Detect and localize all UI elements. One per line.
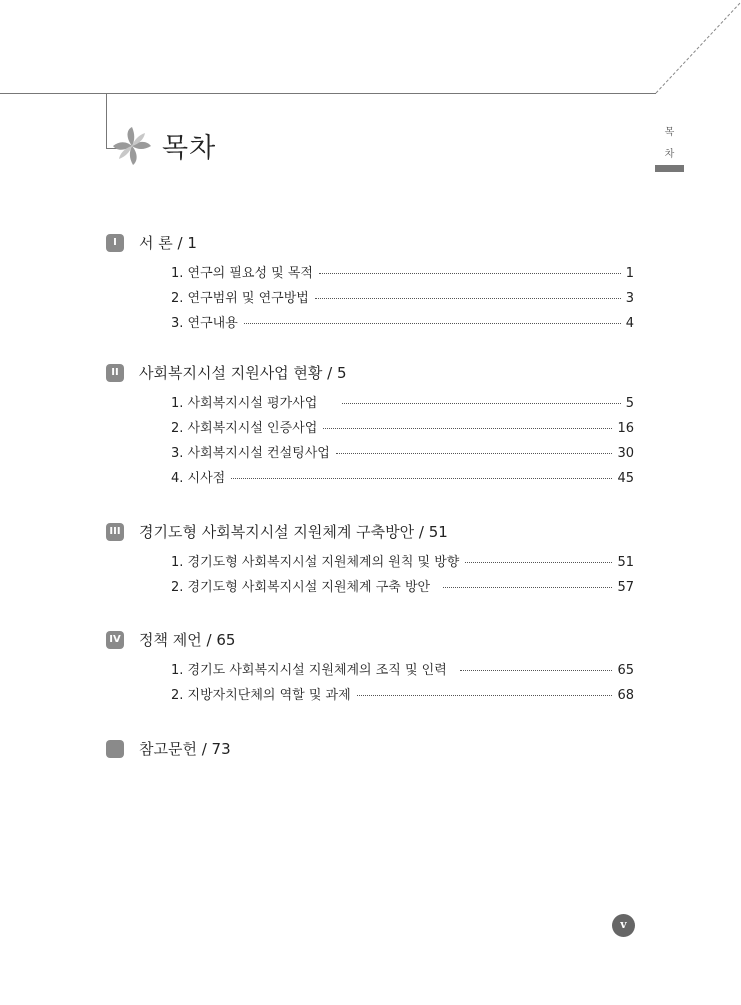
toc-section-references [106, 740, 646, 764]
toc-entry-page: 45 [617, 471, 634, 486]
section-title: 참고문헌 / 73 [139, 740, 231, 758]
side-tab-char: 목 [664, 127, 675, 138]
toc-entry-page: 65 [617, 663, 634, 678]
section-title: 서 론 / 1 [139, 234, 197, 252]
side-tab-char: 차 [664, 149, 675, 160]
toc-entry-page: 4 [625, 316, 634, 331]
section-heading [106, 523, 646, 547]
dot-leader [465, 562, 612, 563]
toc-entry-page: 5 [625, 396, 634, 411]
toc-entry-label: 2. 지방자치단체의 역할 및 과제 [171, 688, 351, 703]
section-numeral-badge: IV [106, 631, 124, 649]
section-heading [106, 234, 646, 258]
section-item-list [106, 659, 646, 709]
toc-entry-label: 2. 사회복지시설 인증사업 [171, 421, 318, 436]
toc-entry[interactable] [171, 442, 634, 467]
header-rule [0, 93, 656, 94]
side-tab [655, 122, 684, 166]
dot-leader [244, 323, 621, 324]
toc-section-2 [106, 364, 646, 492]
toc-entry-page: 51 [617, 555, 634, 570]
toc-entry-label: 1. 경기도형 사회복지시설 지원체계의 원칙 및 방향 [171, 555, 460, 570]
toc-entry-label: 1. 사회복지시설 평가사업 [171, 396, 318, 411]
corner-diagonal-line [0, 0, 741, 100]
section-numeral-badge [106, 740, 124, 758]
toc-entry[interactable] [171, 576, 634, 601]
section-numeral-badge: II [106, 364, 124, 382]
toc-entry-label: 2. 경기도형 사회복지시설 지원체계 구축 방안 [171, 580, 431, 595]
dot-leader [323, 428, 612, 429]
toc-section-3 [106, 523, 646, 601]
page-title: 목차 [162, 133, 217, 164]
toc-entry-label: 1. 연구의 필요성 및 목적 [171, 266, 313, 281]
flower-icon [112, 126, 152, 166]
toc-entry[interactable] [171, 312, 634, 337]
section-title: 경기도형 사회복지시설 지원체계 구축방안 / 51 [139, 523, 448, 541]
toc-section-1 [106, 234, 646, 337]
page-number-badge: v [612, 914, 635, 937]
toc-entry[interactable] [171, 417, 634, 442]
dot-leader [319, 273, 621, 274]
toc-entry-label: 3. 연구내용 [171, 316, 238, 331]
toc-entry[interactable] [171, 551, 634, 576]
toc-entry-page: 30 [617, 446, 634, 461]
dot-leader [336, 453, 613, 454]
section-item-list [106, 262, 646, 337]
dot-leader [315, 298, 621, 299]
toc-entry-page: 68 [617, 688, 634, 703]
dot-leader [231, 478, 612, 479]
section-numeral-badge: I [106, 234, 124, 252]
toc-entry-page: 3 [625, 291, 634, 306]
section-numeral-badge: III [106, 523, 124, 541]
dot-leader [357, 695, 613, 696]
side-tab-bar [655, 165, 684, 172]
toc-section-4 [106, 631, 646, 709]
toc-entry-label: 3. 사회복지시설 컨설팅사업 [171, 446, 330, 461]
toc-entry[interactable] [171, 287, 634, 312]
dot-leader [443, 587, 612, 588]
section-heading [106, 364, 646, 388]
section-heading [106, 631, 646, 655]
toc-entry-label: 1. 경기도 사회복지시설 지원체계의 조직 및 인력 [171, 663, 447, 678]
toc-entry[interactable] [171, 659, 634, 684]
section-title: 정책 제언 / 65 [139, 631, 236, 649]
toc-entry-page: 57 [617, 580, 634, 595]
toc-entry-label: 4. 시사점 [171, 471, 226, 486]
toc-entry[interactable] [171, 262, 634, 287]
toc-entry-page: 1 [625, 266, 634, 281]
toc-entry-page: 16 [617, 421, 634, 436]
title-bracket-vertical [106, 93, 107, 149]
section-title: 사회복지시설 지원사업 현황 / 5 [139, 364, 347, 382]
section-item-list [106, 392, 646, 492]
dot-leader [342, 403, 620, 404]
toc-entry-label: 2. 연구범위 및 연구방법 [171, 291, 309, 306]
toc-entry[interactable] [171, 467, 634, 492]
section-item-list [106, 551, 646, 601]
toc-entry[interactable] [171, 392, 634, 417]
dot-leader [460, 670, 613, 671]
toc-entry[interactable] [171, 684, 634, 709]
section-heading[interactable] [106, 740, 646, 764]
